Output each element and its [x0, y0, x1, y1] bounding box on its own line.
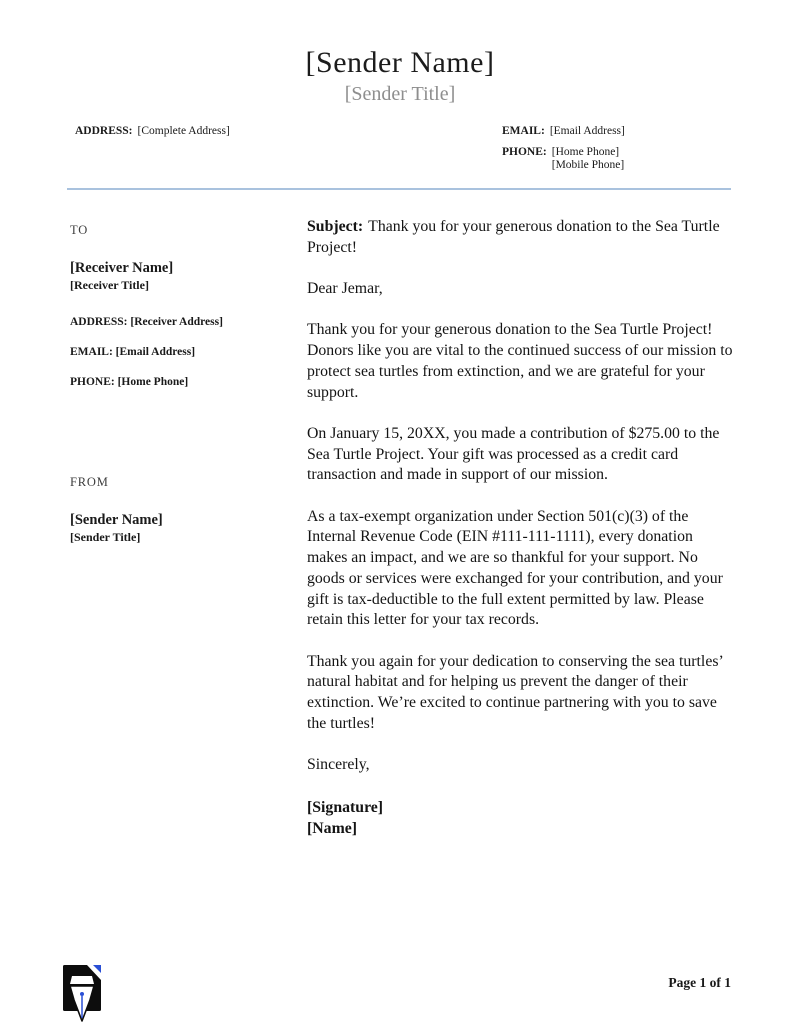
receiver-phone-line: PHONE: [Home Phone] [70, 376, 189, 388]
paragraph-1: Thank you for your generous donation to the Sea Turtle Project! Donors like you are vital to the continued success of our mission to protect sea turtles from extinction, and we are grateful for your support. [307, 321, 733, 401]
sender-title-heading: [Sender Title] [344, 83, 456, 105]
phone-values [552, 146, 625, 172]
receiver-name: [Receiver Name] [70, 260, 174, 276]
receiver-email-line: EMAIL: [Email Address] [70, 346, 196, 358]
receiver-title: [Receiver Title] [70, 278, 149, 292]
mobile-phone-value: [Mobile Phone] [551, 159, 625, 171]
horizontal-divider [67, 188, 731, 190]
signature-placeholder: [Signature] [307, 798, 384, 816]
letterhead-address-block [75, 125, 230, 146]
pen-nib-document-icon [60, 964, 110, 1024]
sender-name-heading: [Sender Name] [305, 46, 495, 79]
paragraph-4: Thank you again for your dedication to conserving the sea turtles’ natural habitat and for helping us prevent the danger of their extinction. We’re excited to continue partnering with you to save the turtles! [307, 652, 723, 732]
to-section-label: TO [70, 223, 89, 237]
email-row [502, 125, 625, 137]
page-number: Page 1 of 1 [668, 975, 731, 990]
paragraph-3: As a tax-exempt organization under Section 501(c)(3) of the Internal Revenue Code (EIN #111-111-1111), every donation makes an impact, and we are so thankful for your support. No goods or services were exchanged for your contribution, and your gift is tax-deductible to the full extent permitted by law. Please retain this letter for your tax records. [307, 507, 723, 629]
letterhead-contact-block [502, 125, 625, 181]
receiver-address-line: ADDRESS: [Receiver Address] [70, 316, 223, 328]
home-phone-value: [Home Phone] [551, 146, 620, 158]
phone-label: PHONE: [502, 146, 547, 158]
letter-body [307, 217, 735, 840]
subject-label: Subject: [307, 218, 364, 235]
email-value: [Email Address] [549, 125, 625, 137]
address-value: [Complete Address] [137, 125, 230, 137]
recipient-sender-panel [70, 223, 295, 545]
subject-text: Thank you for your generous donation to the Sea Turtle Project! [307, 218, 720, 256]
from-section-label: FROM [70, 475, 109, 489]
paragraph-2: On January 15, 20XX, you made a contribution of $275.00 to the Sea Turtle Project. Your gift was processed as a credit card transaction and made in support of our mission. [307, 424, 720, 484]
phone-row [502, 146, 625, 172]
salutation: Dear Jemar, [307, 280, 383, 298]
closing: Sincerely, [307, 756, 370, 774]
letterhead [0, 46, 800, 106]
email-label: EMAIL: [502, 125, 545, 137]
signer-name-placeholder: [Name] [307, 820, 357, 838]
from-sender-title: [Sender Title] [70, 530, 141, 544]
address-label: ADDRESS: [75, 125, 133, 137]
subject-line [307, 217, 735, 258]
from-sender-name: [Sender Name] [70, 512, 163, 528]
signature-block [307, 797, 735, 840]
address-row [75, 125, 230, 137]
